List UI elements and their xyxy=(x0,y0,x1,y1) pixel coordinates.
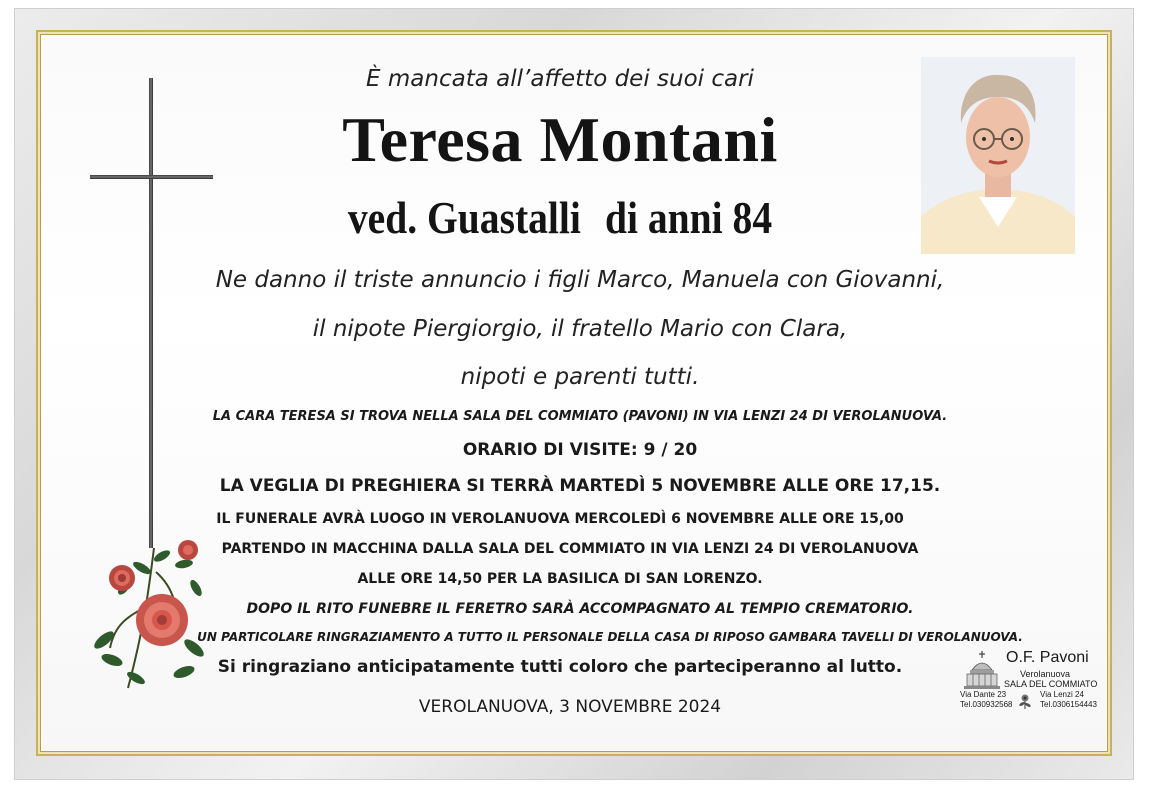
widow-of: ved. Guastalli xyxy=(347,192,581,243)
address-right-phone: Tel.0306154443 xyxy=(1040,700,1097,709)
place-date: VEROLANUOVA, 3 NOVEMBRE 2024 xyxy=(418,697,722,717)
address-right xyxy=(1040,690,1097,710)
info-line-departure: PARTENDO IN MACCHINA DALLA SALA DEL COMMIATO IN VIA LENZI 24 DI VEROLANUOVA xyxy=(221,541,919,557)
info-line-funeral: IL FUNERALE AVRÀ LUOGO IN VEROLANUOVA MERCOLEDÌ 6 NOVEMBRE ALLE ORE 15,00 xyxy=(216,511,904,527)
address-left xyxy=(960,690,1013,710)
info-line-vigil: LA VEGLIA DI PREGHIERA SI TERRÀ MARTEDÌ 5 NOVEMBRE ALLE ORE 17,15. xyxy=(219,476,941,496)
address-left-phone: Tel.030932568 xyxy=(960,700,1013,709)
info-line-location: LA CARA TERESA SI TROVA NELLA SALA DEL COMMIATO (PAVONI) IN VIA LENZI 24 DI VEROLANUOVA. xyxy=(212,409,948,424)
deceased-name: Teresa Montani xyxy=(342,104,778,175)
funeral-home-name: O.F. Pavoni xyxy=(1006,649,1089,666)
intro-line: È mancata all’affetto dei suoi cari xyxy=(366,66,754,92)
address-left-street: Via Dante 23 xyxy=(960,690,1007,699)
funeral-home-sala: SALA DEL COMMIATO xyxy=(1004,679,1098,689)
announce-line: Ne danno il triste annuncio i figli Marco, Manuela con Giovanni, xyxy=(215,267,945,293)
address-right-street: Via Lenzi 24 xyxy=(1040,690,1084,699)
announce-line: il nipote Piergiorgio, il fratello Mario con Clara, xyxy=(312,316,848,342)
info-line-visiting-hours: ORARIO DI VISITE: 9 / 20 xyxy=(462,440,698,460)
church-logo-icon xyxy=(962,650,1002,690)
funeral-home-logo xyxy=(958,648,1098,716)
announce-line: nipoti e parenti tutti. xyxy=(460,364,700,390)
thanks-line: Si ringraziano anticipatamente tutti coloro che parteciperanno al lutto. xyxy=(217,657,903,677)
info-line-cremation: DOPO IL RITO FUNEBRE IL FERETRO SARÀ ACCOMPAGNATO AL TEMPIO CREMATORIO. xyxy=(246,601,914,617)
funeral-home-town: Verolanuova xyxy=(1020,669,1071,679)
info-line-basilica: ALLE ORE 14,50 PER LA BASILICA DI SAN LORENZO. xyxy=(357,571,763,587)
info-line-acknowledgement: UN PARTICOLARE RINGRAZIAMENTO A TUTTO IL PERSONALE DELLA CASA DI RIPOSO GAMBARA TAVELLI DI VEROLANUOVA. xyxy=(197,630,1023,644)
deceased-portrait xyxy=(921,57,1075,254)
cross-arm xyxy=(90,175,213,179)
age: di anni 84 xyxy=(604,192,773,243)
widow-age-line xyxy=(250,191,869,244)
flower-icon xyxy=(1016,692,1034,710)
